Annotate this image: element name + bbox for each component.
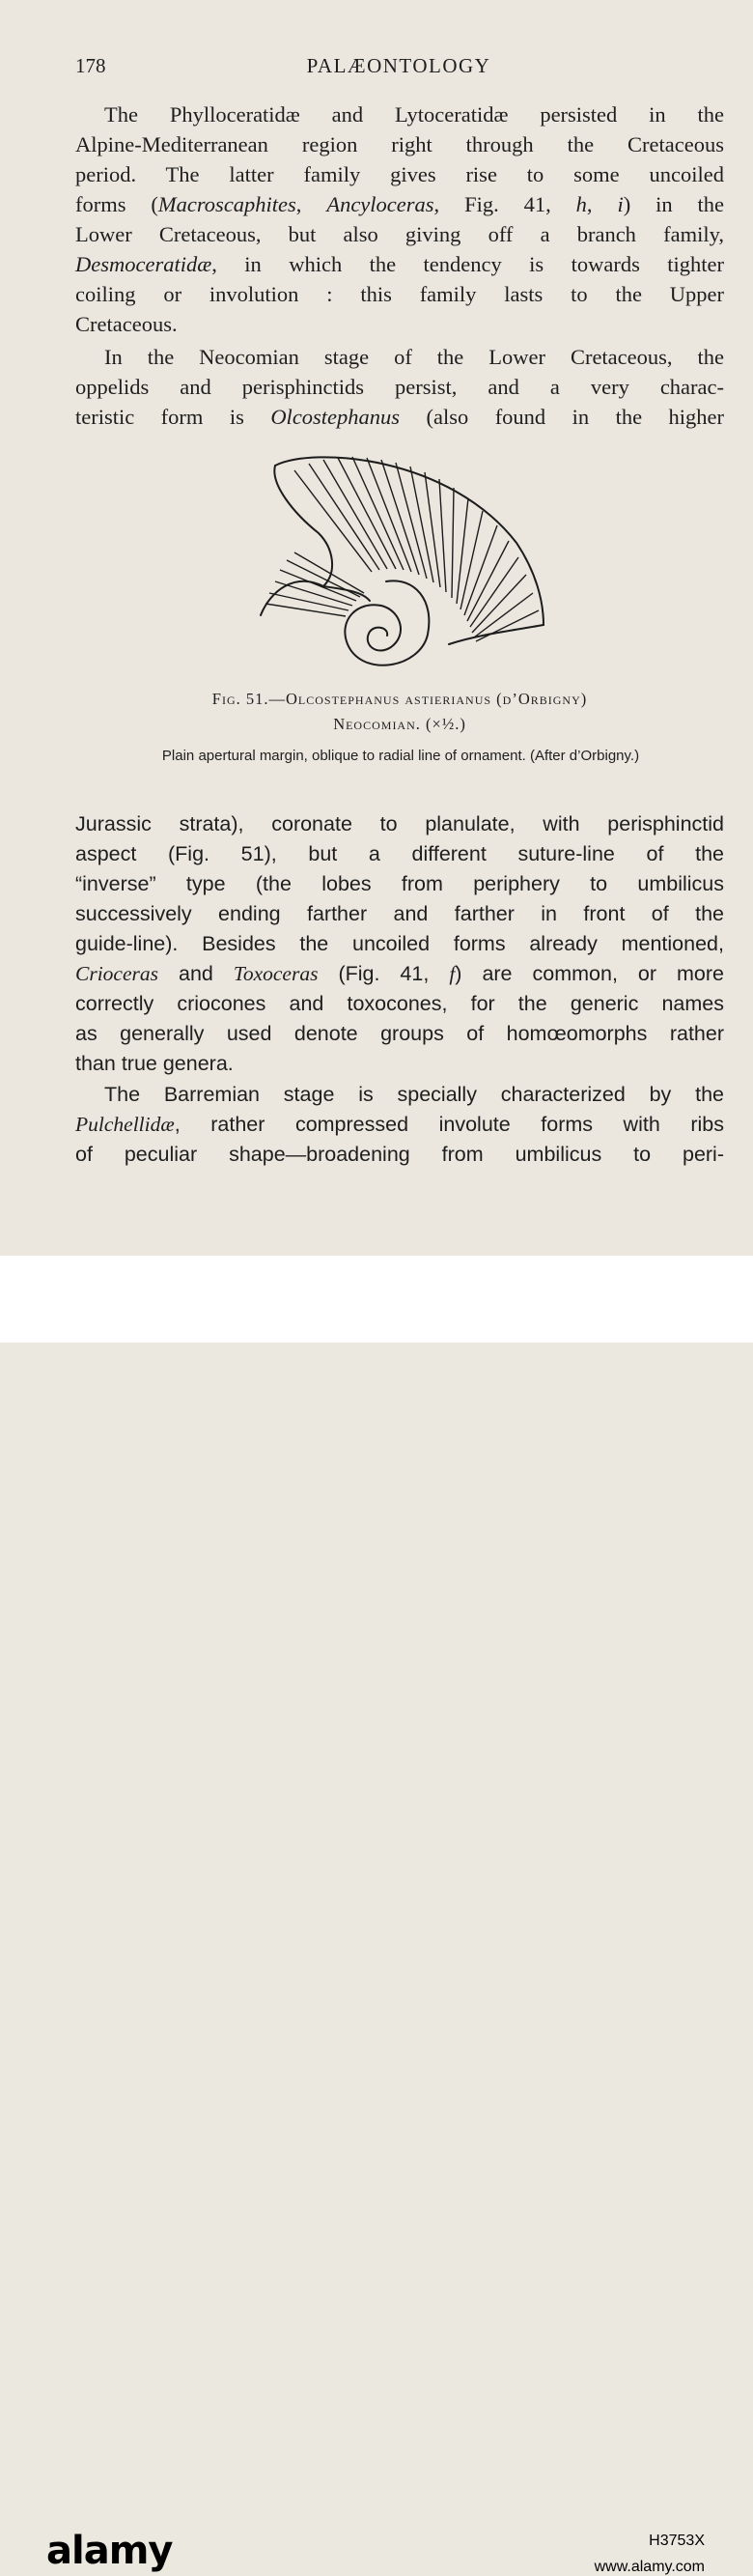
- figure-caption-note: Plain apertural margin, oblique to radial line of ornament. (After d’Orbigny.): [161, 748, 640, 764]
- text-line: Desmoceratidæ, in which the tendency is towards tighter: [75, 252, 724, 276]
- figure-caption: [75, 687, 724, 737]
- text-line: Pulchellidæ, rather compressed involute forms with ribs: [75, 1113, 724, 1136]
- text-line: than true genera.: [75, 1052, 234, 1075]
- text-line: forms (Macroscaphites, Ancyloceras, Fig. 41, h, i) in the: [75, 192, 724, 216]
- figure-caption-stage: Neocomian. (×½.): [333, 715, 466, 733]
- image-id: H3753X: [649, 2533, 705, 2549]
- text-line: period. The latter family gives rise to some uncoiled: [75, 162, 724, 186]
- alamy-logo[interactable]: alamy: [46, 2529, 173, 2573]
- watermark-footer: [0, 1256, 753, 2575]
- paragraph-barremian: [75, 1080, 724, 1170]
- ammonite-figure: [256, 446, 545, 678]
- text-line: Crioceras and Toxoceras (Fig. 41, f) are common, or more: [75, 962, 724, 985]
- text-line: The Phylloceratidæ and Lytoceratidæ persisted in the: [104, 102, 724, 127]
- text-line: coiling or involution : this family lasts to the Upper: [75, 282, 724, 306]
- text-line: In the Neocomian stage of the Lower Cretaceous, the: [104, 345, 724, 369]
- page-header: [75, 54, 722, 83]
- running-title: PALÆONTOLOGY: [306, 54, 491, 77]
- text-line: The Barremian stage is specially characterized by the: [104, 1083, 724, 1106]
- paragraph-neocomian: [75, 342, 724, 432]
- text-line: successively ending farther and farther in front of the: [75, 902, 724, 925]
- paragraph-jurassic: [75, 809, 724, 1079]
- text-line: teristic form is Olcostephanus (also found in the higher: [75, 405, 724, 429]
- page-number: 178: [75, 54, 106, 77]
- text-line: Cretaceous.: [75, 312, 178, 336]
- book-page: [0, 0, 753, 1256]
- text-line: Lower Cretaceous, but also giving off a branch family,: [75, 222, 724, 246]
- text-line: “inverse” type (the lobes from periphery to umbilicus: [75, 872, 724, 895]
- text-line: as generally used denote groups of homœomorphs rather: [75, 1022, 724, 1045]
- text-line: oppelids and perisphinctids persist, and a very charac-: [75, 375, 724, 399]
- text-line: Jurassic strata), coronate to planulate, with perisphinctid: [75, 812, 724, 835]
- text-line: guide-line). Besides the uncoiled forms already mentioned,: [75, 932, 724, 955]
- site-link[interactable]: www.alamy.com: [594, 2559, 705, 2575]
- text-line: correctly criocones and toxocones, for the generic names: [75, 992, 724, 1015]
- paragraph-phylloceratidae: [75, 99, 724, 339]
- text-line: Alpine-Mediterranean region right through the Cretaceous: [75, 132, 724, 156]
- rib-lines: [265, 457, 539, 641]
- text-line: of peculiar shape—broadening from umbilicus to peri-: [75, 1143, 724, 1166]
- figure-caption-title: Fig. 51.—Olcostephanus astierianus (d’Orbigny): [211, 690, 588, 708]
- text-line: aspect (Fig. 51), but a different suture-line of the: [75, 842, 724, 865]
